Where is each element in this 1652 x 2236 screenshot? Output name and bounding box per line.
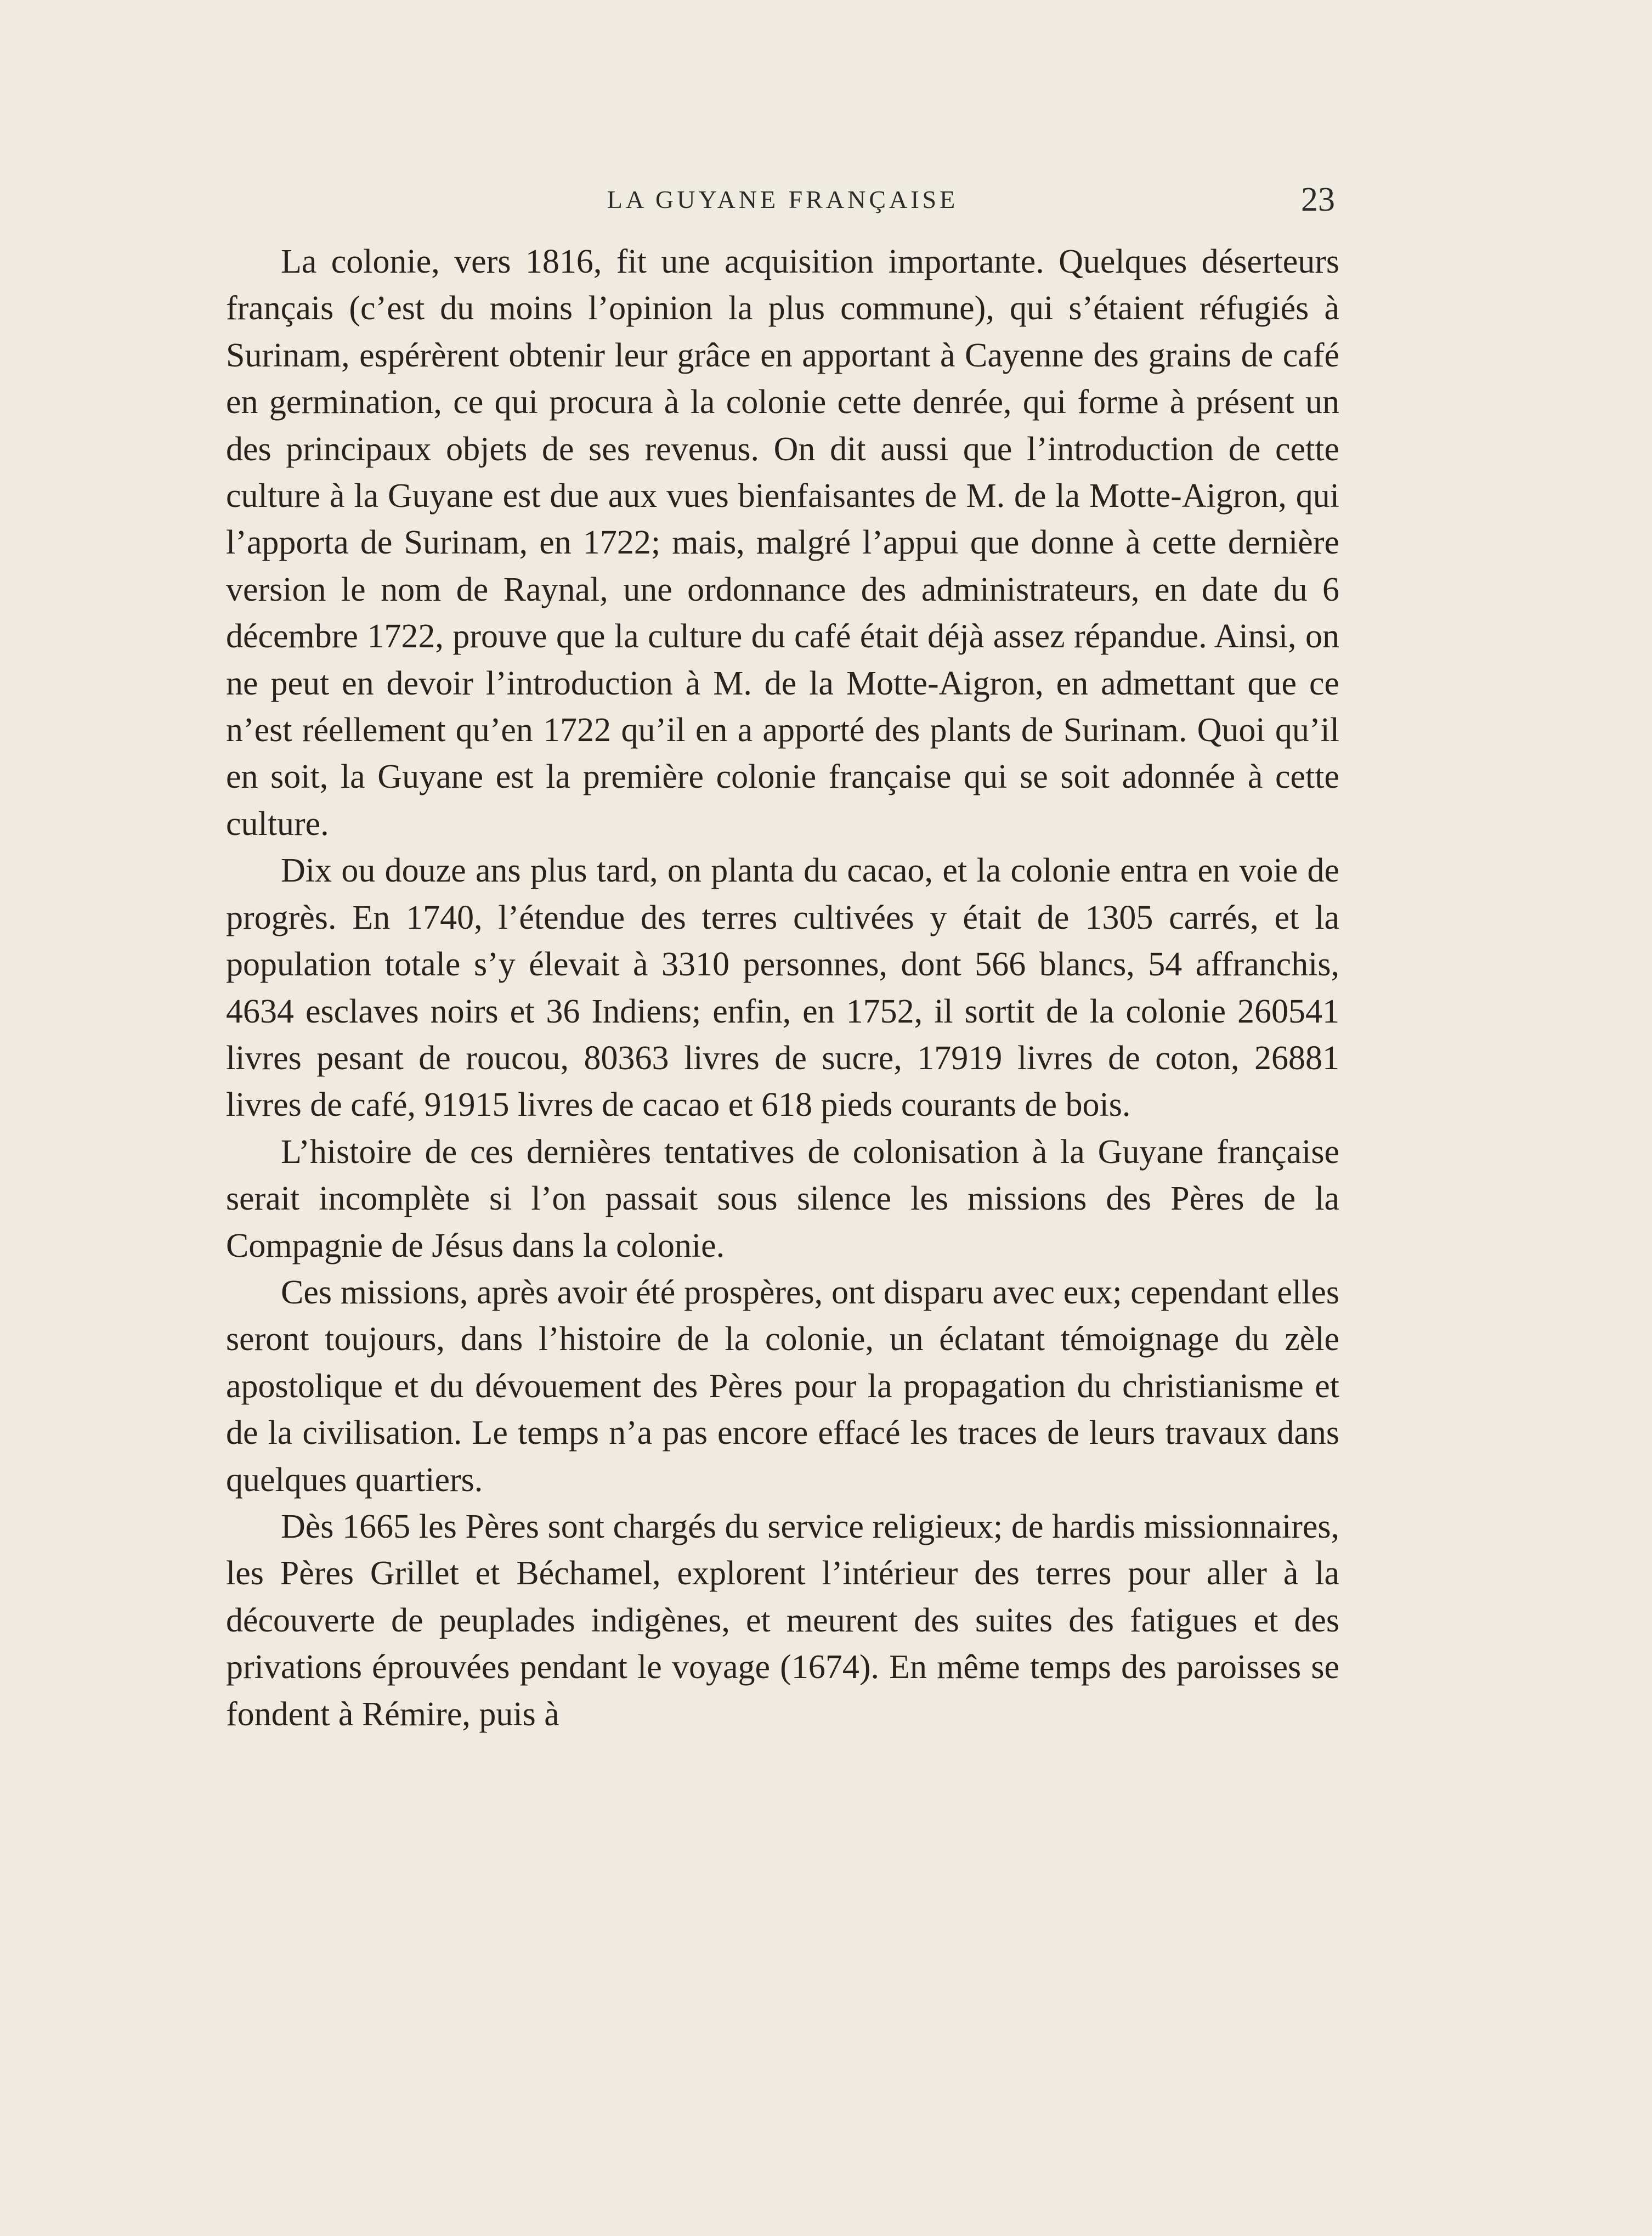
running-title: LA GUYANE FRANÇAISE [607, 185, 959, 213]
running-head [226, 178, 1339, 222]
paragraph-fathers: Dès 1665 les Pères sont chargés du service religieux; de hardis missionnaires, les Pères Grillet et Béchamel, explorent l’intérieur des terres pour aller à la découverte de peuplades indigènes, et meurent des suites des fatigues et des privations éprouvées pendant le voyage (1674). En même temps des paroisses se fondent à Rémire, puis à [226, 1507, 1339, 1733]
paragraph-cacao: Dix ou douze ans plus tard, on planta du cacao, et la colonie entra en voie de progrès. En 1740, l’étendue des terres cultivées y était de 1305 carrés, et la population totale s’y élevait à 3310 personnes, dont 566 blancs, 54 affranchis, 4634 esclaves noirs et 36 Indiens; enfin, en 1752, il sortit de la colonie 260541 livres pesant de roucou, 80363 livres de sucre, 17919 livres de coton, 26881 livres de café, 91915 livres de cacao et 618 pieds courants de bois. [226, 852, 1339, 1124]
paragraph-missions-intro: L’histoire de ces dernières tentatives de colonisation à la Guyane française serait incomplète si l’on passait sous silence les missions des Pères de la Compagnie de Jésus dans la colonie. [226, 1133, 1339, 1264]
paragraph-coffee: La colonie, vers 1816, fit une acquisition importante. Quelques déserteurs français (c’est du moins l’opinion la plus commune), qui s’étaient réfugiés à Surinam, espérèrent obtenir leur grâce en apportant à Cayenne des grains de café en germination, ce qui procura à la colonie cette denrée, qui forme à présent un des principaux objets de ses revenus. On dit aussi que l’introduction de cette culture à la Guyane est due aux vues bienfaisantes de M. de la Motte-Aigron, qui l’apporta de Surinam, en 1722; mais, malgré l’appui que donne à cette dernière version le nom de Raynal, une ordonnance des administrateurs, en date du 6 décembre 1722, prouve que la culture du café était déjà assez répandue. Ainsi, on ne peut en devoir l’introduction à M. de la Motte-Aigron, en admettant que ce n’est réellement qu’en 1722 qu’il en a apporté des plants de Surinam. Quoi qu’il en soit, la Guyane est la première colonie française qui se soit adonnée à cette culture. [226, 243, 1339, 843]
paragraph-missions: Ces missions, après avoir été prospères, ont disparu avec eux; cependant elles seront toujours, dans l’histoire de la colonie, un éclatant témoignage du zèle apostolique et du dévouement des Pères pour la propagation du christianisme et de la civilisation. Le temps n’a pas encore effacé les traces de leurs travaux dans quelques quartiers. [226, 1273, 1339, 1499]
body-text [226, 239, 1339, 1738]
page-number: 23 [1301, 181, 1335, 218]
